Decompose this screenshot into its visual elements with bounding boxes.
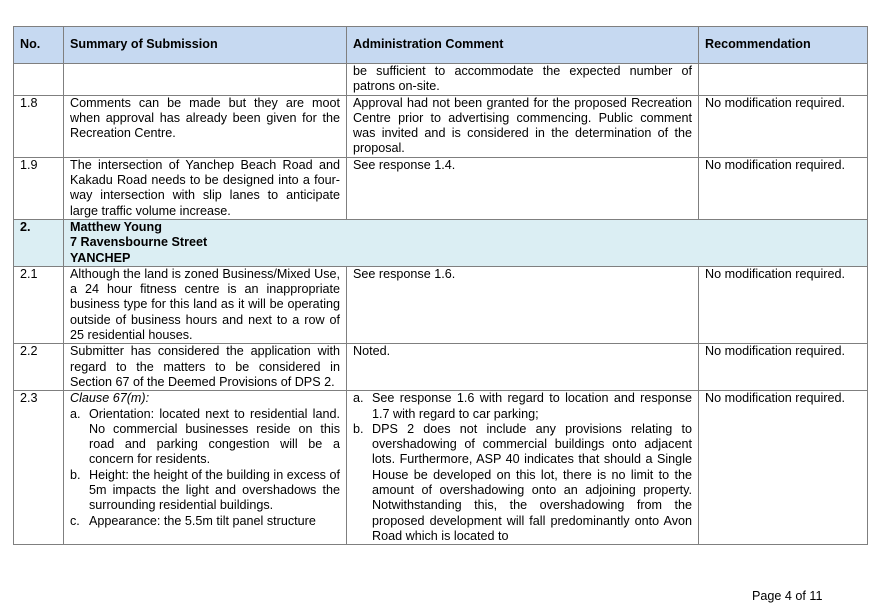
cell-no: 1.8 [14,95,64,157]
cell-comment: See response 1.6. [347,266,699,343]
table-header-row [14,27,868,64]
comment-list [353,391,692,544]
submitter-details [64,219,868,266]
list-item: Appearance: the 5.5m tilt panel structure [89,513,316,528]
list-item: DPS 2 does not include any provisions relating to overshadowing of commercial buildings onto adjacent lots. Furthermore, ASP 40 indicates that should a Single House be developed on this lot, there is no limit to the amount of overshadowing onto an adjoining property. Notwithstanding this, the overshadowing from the proposed development will fall predominantly onto Avon Road which is located to [372,421,692,543]
submissions-table [13,26,868,545]
list-item: Height: the height of the building in excess of 5m impacts the light and overshadows the surrounding residential buildings. [89,467,340,513]
cell-comment: be sufficient to accommodate the expected number of patrons on-site. [347,64,699,96]
cell-summary: Comments can be made but they are moot when approval has already been given for the Recreation Centre. [64,95,347,157]
table-row [14,266,868,343]
cell-summary [64,64,347,96]
cell-recommendation: No modification required. [699,266,868,343]
submitter-name: Matthew Young [70,219,162,234]
cell-comment: Noted. [347,344,699,391]
cell-summary: Although the land is zoned Business/Mixed Use, a 24 hour fitness centre is an inappropriate business type for this land as it will be operating outside of business hours and next to a row of 25 residential houses. [64,266,347,343]
page-number: Page 4 of 11 [752,589,823,603]
header-recommendation: Recommendation [699,27,868,64]
cell-no: 2.3 [14,391,64,545]
table-row [14,157,868,219]
section-no: 2. [14,219,64,266]
cell-recommendation: No modification required. [699,391,868,545]
header-comment: Administration Comment [347,27,699,64]
table-row [14,344,868,391]
table-row [14,391,868,545]
cell-summary: Submitter has considered the application with regard to the matters to be considered in Section 67 of the Deemed Provisions of DPS 2. [64,344,347,391]
cell-recommendation: No modification required. [699,344,868,391]
cell-recommendation [699,64,868,96]
summary-list [70,407,340,529]
cell-no: 2.1 [14,266,64,343]
cell-summary: The intersection of Yanchep Beach Road and Kakadu Road needs to be designed into a four-way intersection with slip lanes to anticipate large traffic volume increase. [64,157,347,219]
cell-comment: See response 1.4. [347,157,699,219]
table-row [14,95,868,157]
submitter-street: 7 Ravensbourne Street [70,235,208,250]
header-no: No. [14,27,64,64]
cell-summary [64,391,347,545]
cell-no: 2.2 [14,344,64,391]
cell-no: 1.9 [14,157,64,219]
section-row [14,219,868,266]
cell-recommendation: No modification required. [699,157,868,219]
submitter-suburb: YANCHEP [70,250,131,265]
header-summary: Summary of Submission [64,27,347,64]
cell-comment [347,391,699,545]
list-item: See response 1.6 with regard to location and response 1.7 with regard to car parking; [372,391,692,421]
list-item: Orientation: located next to residential land. No commercial businesses reside on this road and parking congestion will be a concern for residents. [89,406,340,467]
cell-recommendation: No modification required. [699,95,868,157]
clause-heading: Clause 67(m): [70,391,150,406]
cell-no [14,64,64,96]
cell-comment: Approval had not been granted for the proposed Recreation Centre prior to advertising commencing. Public comment was invited and is considered in the determination of the proposal. [347,95,699,157]
table-row [14,64,868,96]
